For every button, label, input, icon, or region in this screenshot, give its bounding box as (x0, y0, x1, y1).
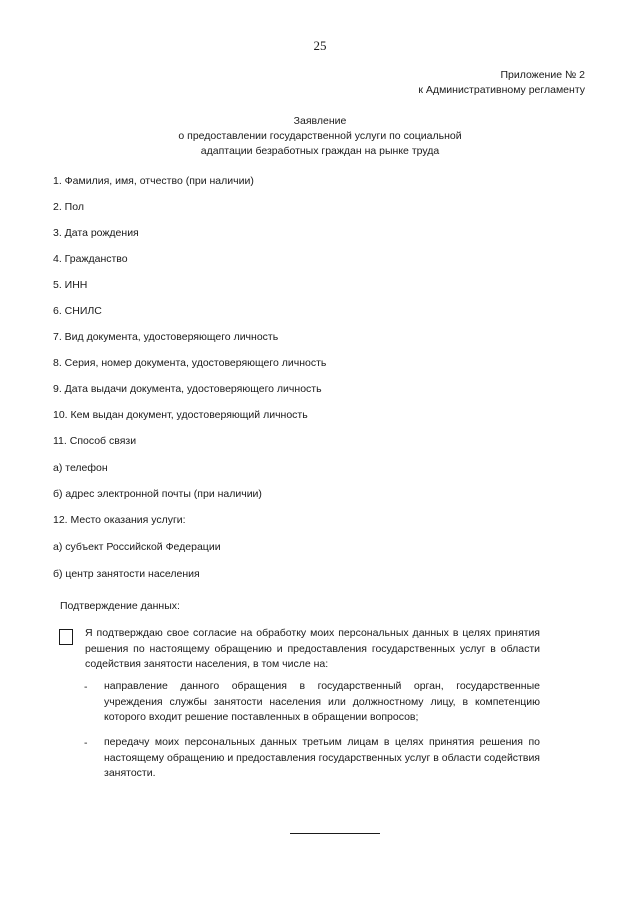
field-id-document-issuer: 10. Кем выдан документ, удостоверяющий личность (53, 409, 308, 421)
title-line-2: о предоставлении государственной услуги по социальной (178, 130, 462, 142)
field-gender: 2. Пол (53, 201, 84, 213)
page-number: 25 (313, 38, 327, 53)
title-line-3: адаптации безработных граждан на рынке труда (200, 145, 440, 157)
field-contact-method: 11. Способ связи (53, 435, 137, 447)
field-snils: 6. СНИЛС (53, 305, 102, 317)
field-phone: а) телефон (53, 462, 108, 474)
consent-item-forwarding: направление данного обращения в государственный орган, государственные учреждения службы занятости населения или должностному лицу, в компетенцию которого входит решение поставленных в обращении вопросов; (104, 680, 540, 723)
field-service-place: 12. Место оказания услуги: (53, 514, 186, 526)
field-federal-subject: а) субъект Российской Федерации (53, 541, 221, 553)
document-title (0, 114, 640, 159)
consent-text: Я подтверждаю свое согласие на обработку моих персональных данных в целях принятия решения по настоящему обращению и предоставления государственных услуг в области содействия занятости населения, в том числе на: (85, 627, 540, 670)
field-id-document-number: 8. Серия, номер документа, удостоверяющего личность (53, 357, 327, 369)
field-citizenship: 4. Гражданство (53, 253, 128, 265)
field-birth-date: 3. Дата рождения (53, 227, 139, 239)
footer-divider (290, 833, 380, 834)
consent-checkbox[interactable] (59, 629, 73, 645)
appendix-header (418, 68, 585, 98)
bullet-marker: - (84, 681, 88, 693)
field-inn: 5. ИНН (53, 279, 88, 291)
appendix-line-1: Приложение № 2 (500, 69, 585, 81)
field-full-name: 1. Фамилия, имя, отчество (при наличии) (53, 175, 254, 187)
confirmation-heading: Подтверждение данных: (60, 600, 180, 612)
field-id-document-issue-date: 9. Дата выдачи документа, удостоверяющего личность (53, 383, 322, 395)
field-employment-center: б) центр занятости населения (53, 568, 200, 580)
field-id-document-type: 7. Вид документа, удостоверяющего личность (53, 331, 279, 343)
consent-item-third-parties: передачу моих персональных данных третьим лицам в целях принятия решения по настоящему обращению и предоставления государственных услуг в области содействия занятости. (104, 736, 540, 779)
field-email: б) адрес электронной почты (при наличии) (53, 488, 262, 500)
appendix-line-2: к Административному регламенту (418, 84, 585, 96)
title-line-1: Заявление (293, 115, 347, 127)
bullet-marker: - (84, 737, 88, 749)
